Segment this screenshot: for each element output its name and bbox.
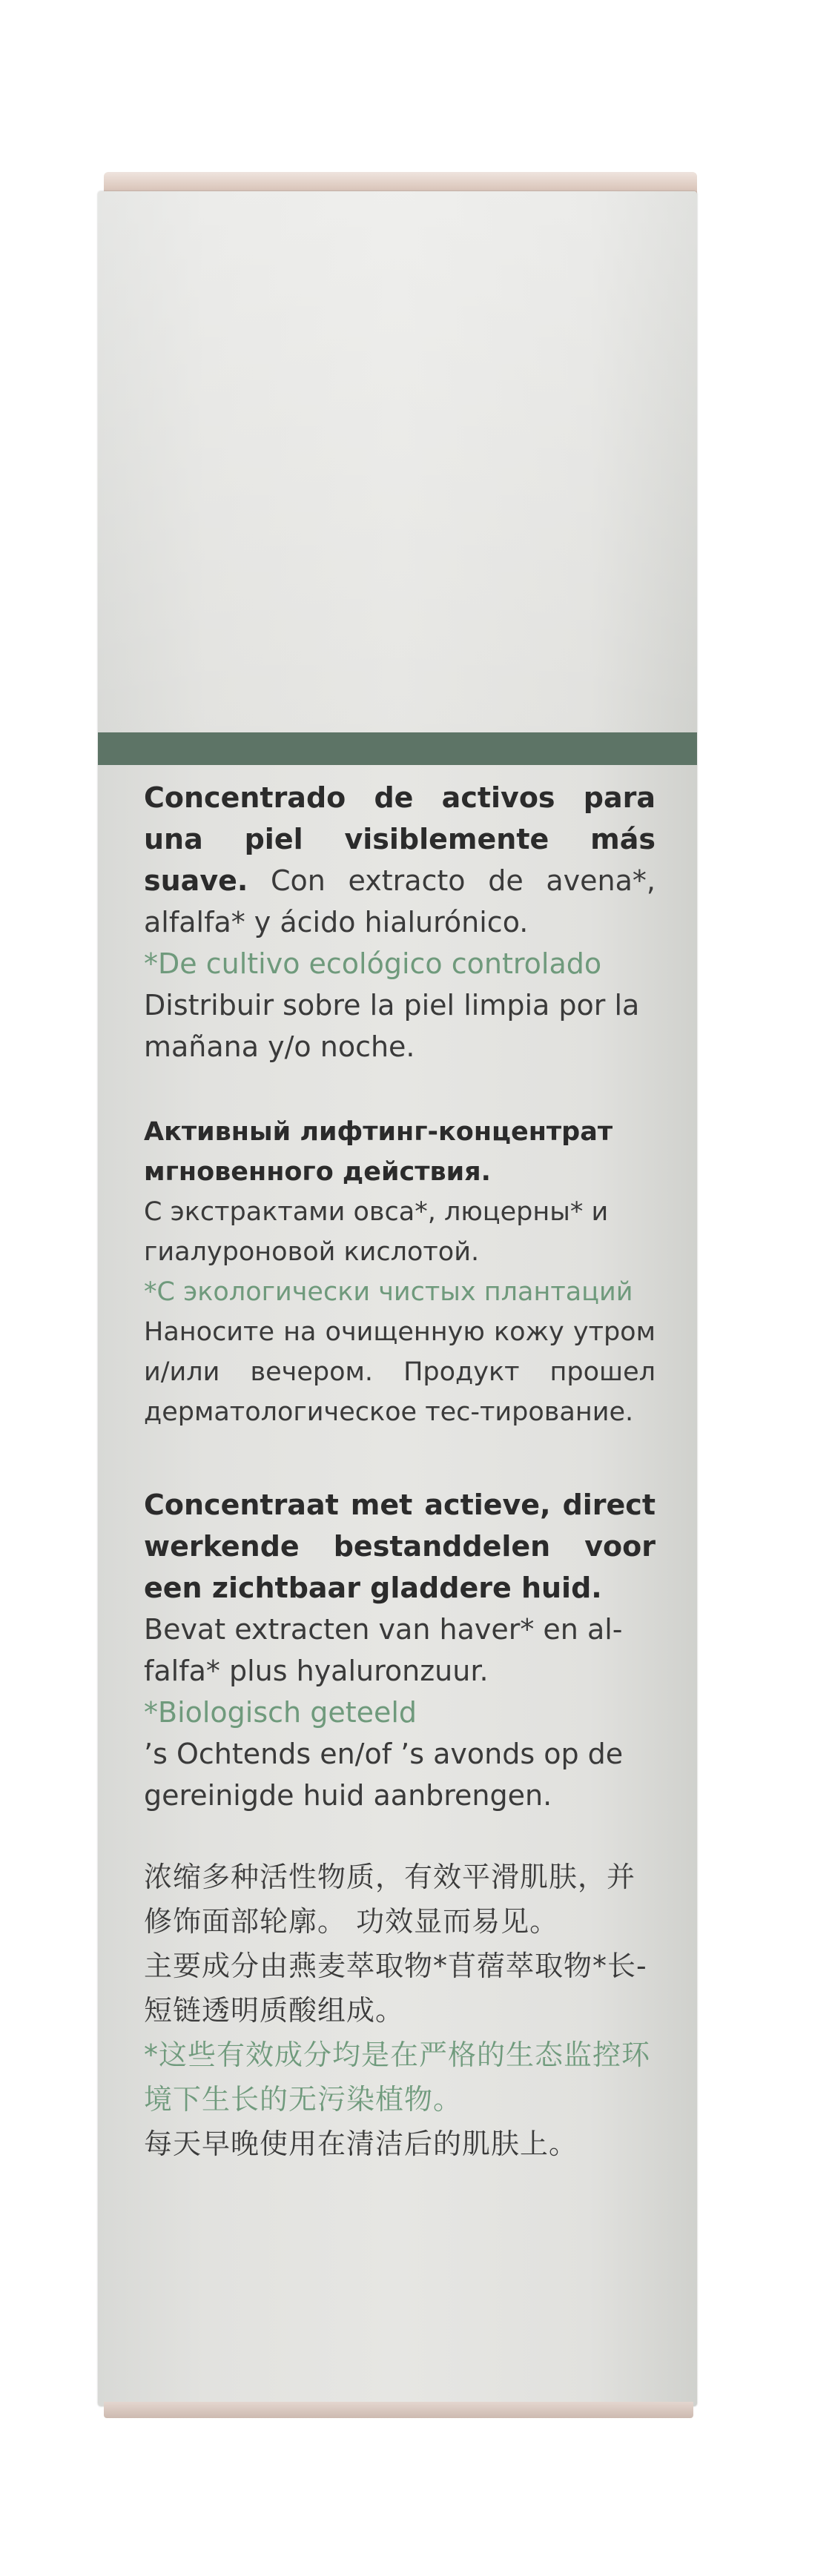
box-highlight bbox=[98, 191, 697, 755]
dutch-headline: Concentraat met actieve, direct werkende bestanddelen voor een zichtbaar gladdere huid. bbox=[144, 1489, 656, 1604]
russian-body: С экстрактами овса*, люцерны* и гиалуроновой кислотой. bbox=[144, 1197, 609, 1267]
product-box-side bbox=[98, 191, 697, 2406]
green-stripe bbox=[98, 732, 697, 765]
spanish-note: *De cultivo ecológico controlado bbox=[144, 947, 602, 980]
chinese-note: *这些有效成分均是在严格的生态监控环境下生长的无污染植物。 bbox=[144, 2039, 651, 2116]
chinese-body: 主要成分由燕麦萃取物*苜蓿萃取物*长-短链透明质酸组成。 bbox=[144, 1950, 647, 2027]
spanish-body: Con extracto de avena*, alfalfa* y ácido hialurónico. bbox=[144, 864, 656, 938]
spanish-section bbox=[144, 777, 656, 1067]
dutch-usage: ’s Ochtends en/of ’s avonds op de gereinigde huid aanbrengen. bbox=[144, 1738, 624, 1812]
spanish-description bbox=[144, 777, 656, 943]
chinese-headline: 浓缩多种活性物质，有效平滑肌肤，并修饰面部轮廓。 功效显而易见。 bbox=[144, 1861, 636, 1938]
dutch-section bbox=[144, 1484, 656, 1816]
chinese-usage: 每天早晚使用在清洁后的肌肤上。 bbox=[144, 2128, 578, 2160]
dutch-body: Bevat extracten van haver* en al-falfa* plus hyaluronzuur. bbox=[144, 1613, 623, 1687]
spanish-headline: Concentrado de activos para una piel visiblemente más suave. bbox=[144, 781, 656, 897]
spanish-usage: Distribuir sobre la piel limpia por la mañana y/o noche. bbox=[144, 989, 640, 1063]
text-panel bbox=[144, 777, 656, 2166]
dutch-note: *Biologisch geteeld bbox=[144, 1696, 417, 1729]
chinese-section bbox=[144, 1855, 656, 2166]
russian-note: *С экологически чистых плантаций bbox=[144, 1277, 633, 1307]
russian-section bbox=[144, 1112, 656, 1432]
russian-usage: Наносите на очищенную кожу утром и/или вечером. Продукт прошел дерматологическое тес-тирование. bbox=[144, 1317, 656, 1427]
russian-headline: Активный лифтинг-концентрат мгновенного действия. bbox=[144, 1117, 613, 1187]
box-bottom-edge bbox=[104, 2402, 693, 2418]
